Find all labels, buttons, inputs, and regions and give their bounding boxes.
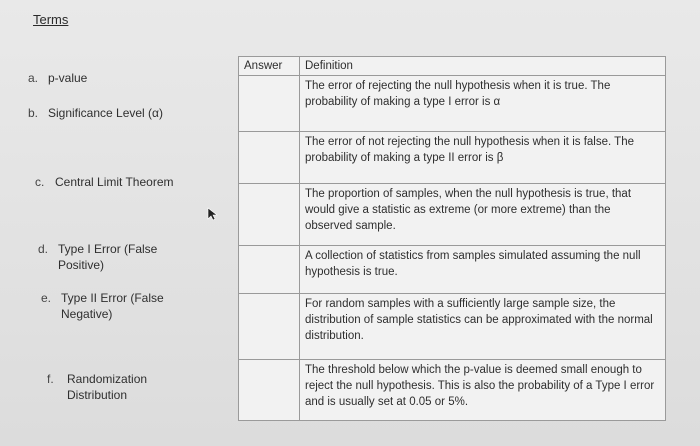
definition-cell: For random samples with a sufficiently large sample size, the distribution of sample statistics can be approximated with the normal distribution. bbox=[300, 294, 666, 360]
term-label: Type II Error (False Negative) bbox=[61, 291, 164, 321]
answer-cell[interactable] bbox=[239, 360, 300, 421]
answer-column-header: Answer bbox=[239, 57, 300, 76]
definition-cell: The threshold below which the p-value is deemed small enough to reject the null hypothesis. This is also the probability of a Type I error and is usually set at 0.05 or 5%. bbox=[300, 360, 666, 421]
answer-cell[interactable] bbox=[239, 184, 300, 246]
term-letter: b. bbox=[28, 106, 39, 120]
term-f bbox=[47, 371, 157, 403]
definition-cell: The error of rejecting the null hypothesis when it is true. The probability of making a type I error is α bbox=[300, 76, 666, 132]
answer-cell[interactable] bbox=[239, 76, 300, 132]
term-c bbox=[35, 174, 174, 190]
term-e bbox=[41, 290, 171, 322]
definition-cell: A collection of statistics from samples simulated assuming the null hypothesis is true. bbox=[300, 246, 666, 294]
term-label: Central Limit Theorem bbox=[55, 175, 174, 189]
term-label: p-value bbox=[48, 71, 88, 85]
answer-cell[interactable] bbox=[239, 132, 300, 184]
table-row bbox=[239, 184, 666, 246]
mouse-cursor-icon bbox=[207, 207, 219, 221]
definition-cell: The proportion of samples, when the null hypothesis is true, that would give a statistic as extreme (or more extreme) than the observed sample. bbox=[300, 184, 666, 246]
definition-column-header: Definition bbox=[300, 57, 666, 76]
term-d bbox=[38, 241, 168, 273]
term-label: Type I Error (False Positive) bbox=[58, 242, 158, 272]
table-row bbox=[239, 360, 666, 421]
term-b bbox=[28, 105, 163, 121]
term-letter: f. bbox=[47, 372, 54, 386]
matching-table bbox=[238, 56, 666, 421]
table-row bbox=[239, 76, 666, 132]
table-row bbox=[239, 132, 666, 184]
term-label: Randomization Distribution bbox=[67, 372, 148, 402]
term-a bbox=[28, 70, 87, 86]
term-letter: c. bbox=[35, 175, 45, 189]
term-letter: a. bbox=[28, 71, 39, 85]
term-letter: d. bbox=[38, 242, 49, 256]
table-header-row bbox=[239, 57, 666, 76]
term-letter: e. bbox=[41, 291, 52, 305]
answer-cell[interactable] bbox=[239, 294, 300, 360]
table-row bbox=[239, 246, 666, 294]
term-label: Significance Level (α) bbox=[48, 106, 163, 120]
definition-cell: The error of not rejecting the null hypothesis when it is false. The probability of making a type II error is β bbox=[300, 132, 666, 184]
page-title: Terms bbox=[33, 12, 69, 27]
answer-cell[interactable] bbox=[239, 246, 300, 294]
table-row bbox=[239, 294, 666, 360]
